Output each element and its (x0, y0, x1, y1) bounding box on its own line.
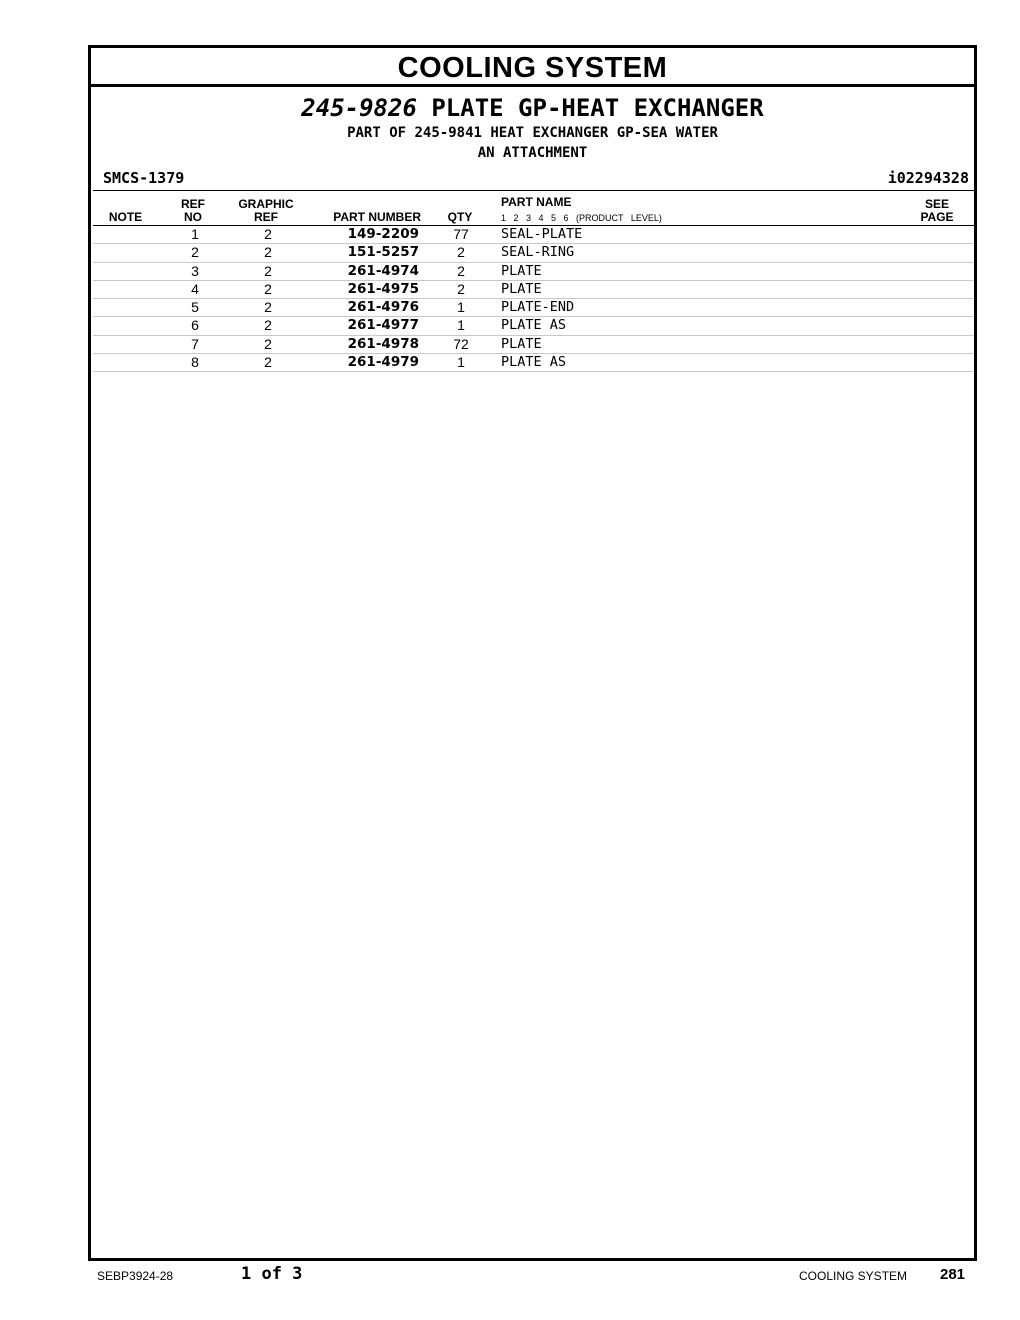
graphic-ref: 2 (264, 226, 272, 242)
smcs-code: SMCS-1379 (103, 169, 185, 187)
ref-no: 8 (191, 354, 199, 371)
col-header-ref-no: REF NO (181, 197, 205, 224)
graphic-ref: 2 (264, 299, 272, 316)
part-name: SEAL-RING (501, 244, 575, 261)
col-header-qty: QTY (447, 210, 473, 224)
info-reference: i02294328 (887, 169, 969, 187)
qty: 1 (457, 354, 465, 371)
part-number: 261-4976 (347, 299, 419, 316)
col-header-graphic-ref: GRAPHIC REF (238, 197, 294, 224)
section-title: COOLING SYSTEM (91, 48, 974, 87)
table-row (93, 244, 974, 262)
part-name: SEAL-PLATE (501, 226, 583, 242)
ref-no: 1 (191, 226, 199, 242)
ref-no: 5 (191, 299, 199, 316)
qty: 2 (457, 244, 465, 261)
part-number: 261-4977 (347, 317, 419, 334)
footer-doc-id: SEBP3924-28 (97, 1269, 174, 1283)
table-row (93, 317, 974, 335)
qty: 72 (453, 335, 469, 352)
table-row (93, 336, 974, 354)
part-name: PLATE-END (501, 299, 575, 316)
qty: 2 (457, 262, 465, 279)
ref-no: 7 (191, 335, 199, 352)
header-top-rule (93, 190, 974, 191)
ref-no: 3 (191, 262, 199, 279)
part-name: PLATE (501, 262, 542, 279)
footer-page-number: 281 (940, 1266, 966, 1283)
part-of-line: PART OF 245-9841 HEAT EXCHANGER GP-SEA WATER (347, 125, 718, 141)
col-header-note: NOTE (108, 210, 143, 224)
group-title (91, 93, 974, 123)
part-number: 149-2209 (347, 226, 419, 242)
table-row (93, 226, 974, 244)
part-number: 151-5257 (347, 244, 419, 261)
table-row (93, 263, 974, 281)
part-number: 261-4979 (347, 354, 419, 371)
graphic-ref: 2 (264, 317, 272, 334)
part-name: PLATE (501, 335, 542, 352)
footer-section: COOLING SYSTEM (799, 1269, 908, 1283)
graphic-ref: 2 (264, 354, 272, 371)
group-name: PLATE GP-HEAT EXCHANGER (431, 94, 764, 122)
parts-page-frame (88, 45, 977, 1261)
part-name: PLATE (501, 280, 542, 297)
ref-no: 2 (191, 244, 199, 261)
ref-no: 6 (191, 317, 199, 334)
part-name: PLATE AS (501, 354, 567, 371)
part-number: 261-4975 (347, 280, 419, 297)
parts-list (93, 226, 974, 372)
ref-no: 4 (191, 280, 199, 297)
qty: 1 (457, 317, 465, 334)
table-row (93, 299, 974, 317)
table-row (93, 281, 974, 299)
col-header-part-number: PART NUMBER (333, 210, 421, 224)
graphic-ref: 2 (264, 335, 272, 352)
product-level-scale: 1 2 3 4 5 6 (PRODUCT LEVEL) (501, 213, 662, 223)
graphic-ref: 2 (264, 280, 272, 297)
qty: 2 (457, 280, 465, 297)
part-name: PLATE AS (501, 317, 567, 334)
col-header-see-page: SEE PAGE (920, 197, 954, 224)
part-number: 261-4974 (347, 262, 419, 279)
graphic-ref: 2 (264, 244, 272, 261)
attachment-line: AN ATTACHMENT (477, 145, 588, 161)
part-number: 261-4978 (347, 335, 419, 352)
footer-page-of: 1 of 3 (241, 1264, 303, 1284)
qty: 77 (453, 226, 469, 242)
graphic-ref: 2 (264, 262, 272, 279)
table-row (93, 354, 974, 372)
group-number: 245-9826 (301, 94, 417, 122)
qty: 1 (457, 299, 465, 316)
col-header-part-name: PART NAME (501, 195, 572, 209)
